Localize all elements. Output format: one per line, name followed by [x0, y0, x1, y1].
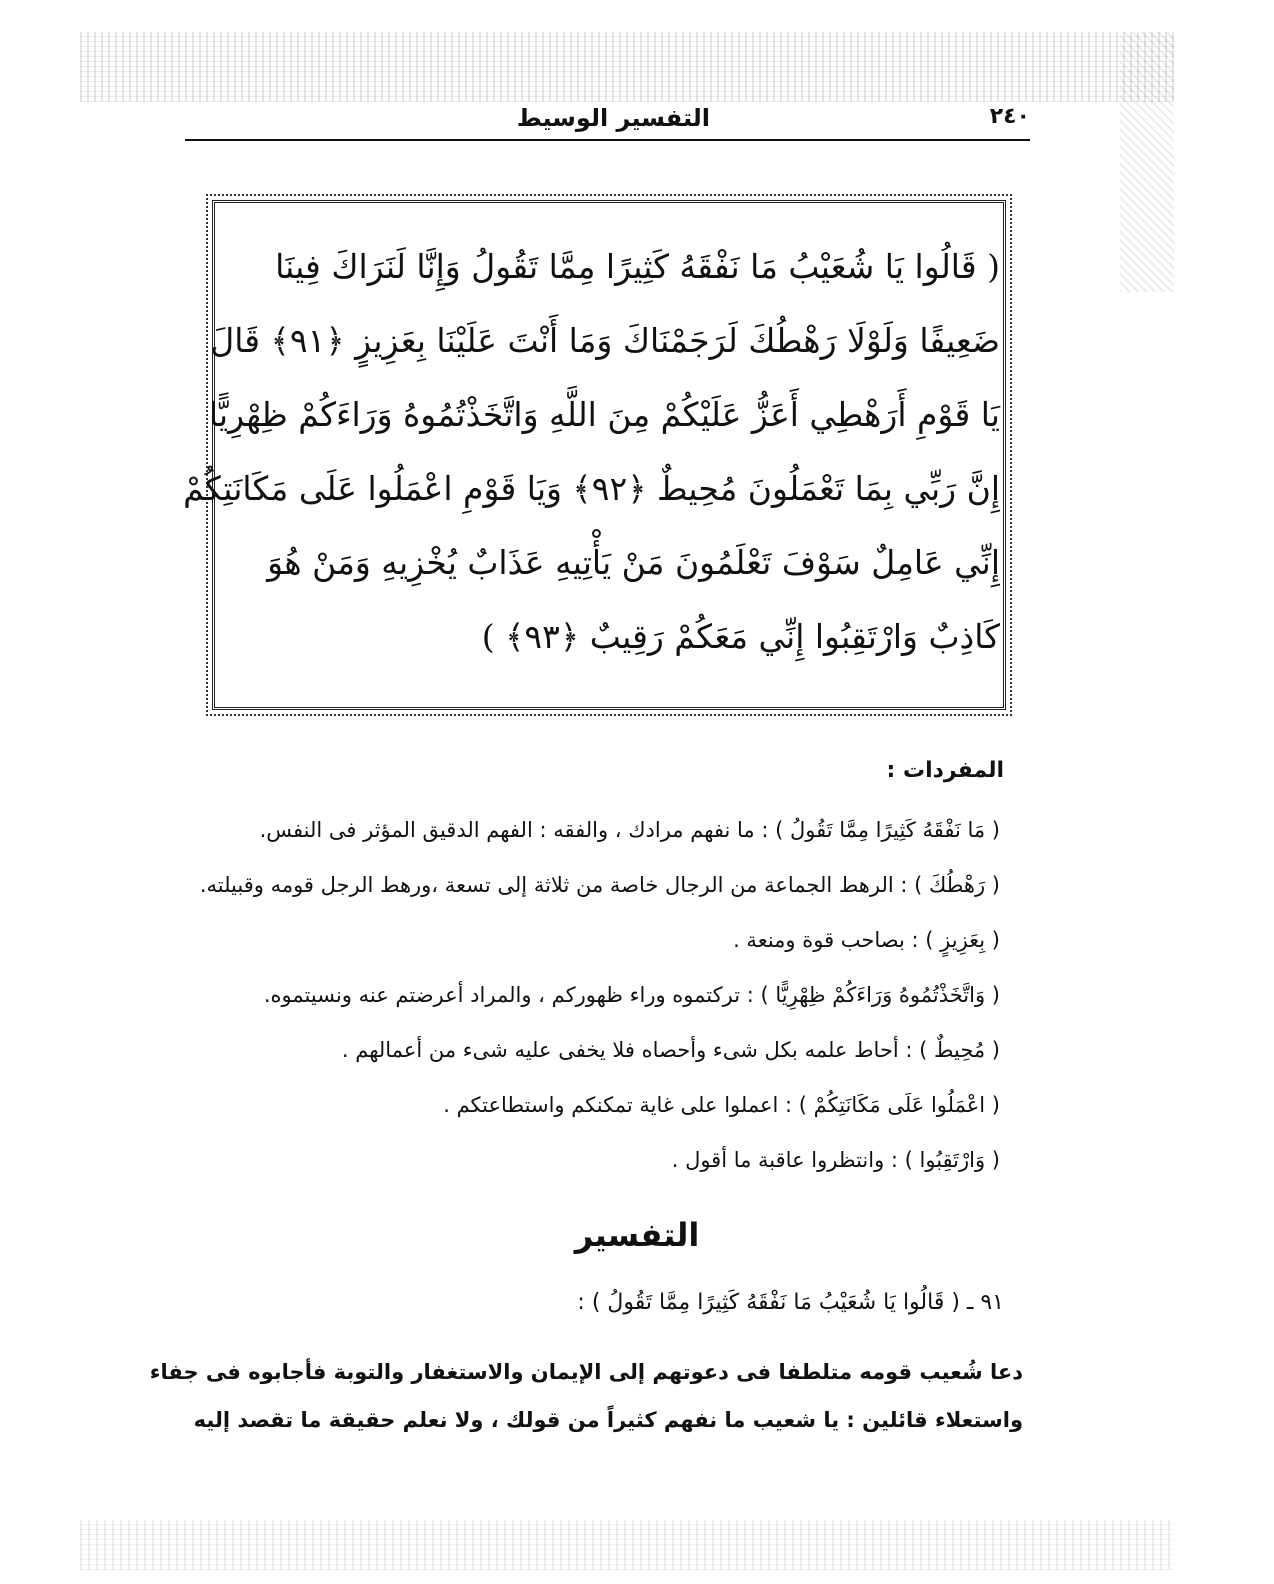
tafsir-line: واستعلاء قائلين : يا شعيب ما نفهم كثيراً من قولك ، ولا نعلم حقيقة ما تقصد إليه — [193, 1408, 1023, 1432]
quran-verses — [183, 230, 1000, 674]
verse-reference: ٩١ ـ ( قَالُوا يَا شُعَيْبُ مَا نَفْقَهُ كَثِيرًا مِمَّا تَقُولُ ) : — [577, 1290, 1004, 1315]
quran-line: يَا قَوْمِ أَرَهْطِي أَعَزُّ عَلَيْكُمْ مِنَ اللَّهِ وَاتَّخَذْتُمُوهُ وَرَاءَكُمْ ظِهْرِيًّا — [208, 395, 1000, 434]
scan-noise-bottom — [80, 1520, 1174, 1570]
tafsir-line: دعا شُعيب قومه متلطفا فى دعوتهم إلى الإيمان والاستغفار والتوبة فأجابوه فى جفاء — [149, 1360, 1023, 1384]
vocabulary-item: ( وَاتَّخَذْتُمُوهُ وَرَاءَكُمْ ظِهْرِيًّا ) : تركتموه وراء ظهوركم ، والمراد أعرضتم عنه ونسيتموه. — [263, 983, 1000, 1007]
tafsir-body — [149, 1348, 1023, 1444]
vocabulary-item: ( اعْمَلُوا عَلَى مَكَانَتِكُمْ ) : اعملوا على غاية تمكنكم واستطاعتكم . — [443, 1093, 1000, 1117]
vocabulary-item: ( رَهْطُكَ ) : الرهط الجماعة من الرجال خاصة من ثلاثة إلى تسعة ،ورهط الرجل قومه وقبيلته. — [199, 873, 1000, 897]
vocabulary-list — [188, 812, 1000, 1197]
header-rule — [185, 139, 1030, 141]
vocabulary-item: ( وَارْتَقِبُوا ) : وانتظروا عاقبة ما أقول . — [671, 1148, 1000, 1172]
vocabulary-heading: المفردات : — [886, 758, 1004, 783]
scan-noise-top — [80, 32, 1174, 102]
scan-noise-right — [1120, 32, 1174, 292]
quran-line: كَاذِبٌ وَارْتَقِبُوا إِنِّي مَعَكُمْ رَقِيبٌ ﴿٩٣﴾ ) — [481, 617, 1000, 656]
page-number: ٢٤٠ — [989, 104, 1030, 129]
quran-line: ضَعِيفًا وَلَوْلَا رَهْطُكَ لَرَجَمْنَاكَ وَمَا أَنْتَ عَلَيْنَا بِعَزِيزٍ ﴿٩١﴾ قَالَ — [210, 321, 1000, 360]
tafsir-heading: التفسير — [574, 1216, 700, 1254]
vocabulary-item: ( مَا نَفْقَهُ كَثِيرًا مِمَّا تَقُولُ ) : ما نفهم مرادك ، والفقه : الفهم الدقيق المؤثر فى النفس. — [259, 818, 1000, 842]
vocabulary-item: ( مُحِيطٌ ) : أحاط علمه بكل شىء وأحصاه فلا يخفى عليه شىء من أعمالهم . — [341, 1038, 1000, 1062]
page-header — [185, 98, 1030, 138]
quran-line: إِنِّي عَامِلٌ سَوْفَ تَعْلَمُونَ مَنْ يَأْتِيهِ عَذَابٌ يُخْزِيهِ وَمَنْ هُوَ — [267, 543, 1000, 582]
quran-line: إِنَّ رَبِّي بِمَا تَعْمَلُونَ مُحِيطٌ ﴿٩٢﴾ وَيَا قَوْمِ اعْمَلُوا عَلَى مَكَانَتِكُمْ — [183, 469, 1000, 508]
book-title: التفسير الوسيط — [516, 104, 710, 132]
quran-line: ( قَالُوا يَا شُعَيْبُ مَا نَفْقَهُ كَثِيرًا مِمَّا تَقُولُ وَإِنَّا لَنَرَاكَ فِينَا — [275, 247, 1000, 286]
vocabulary-item: ( بِعَزِيزٍ ) : بصاحب قوة ومنعة . — [733, 928, 1000, 952]
